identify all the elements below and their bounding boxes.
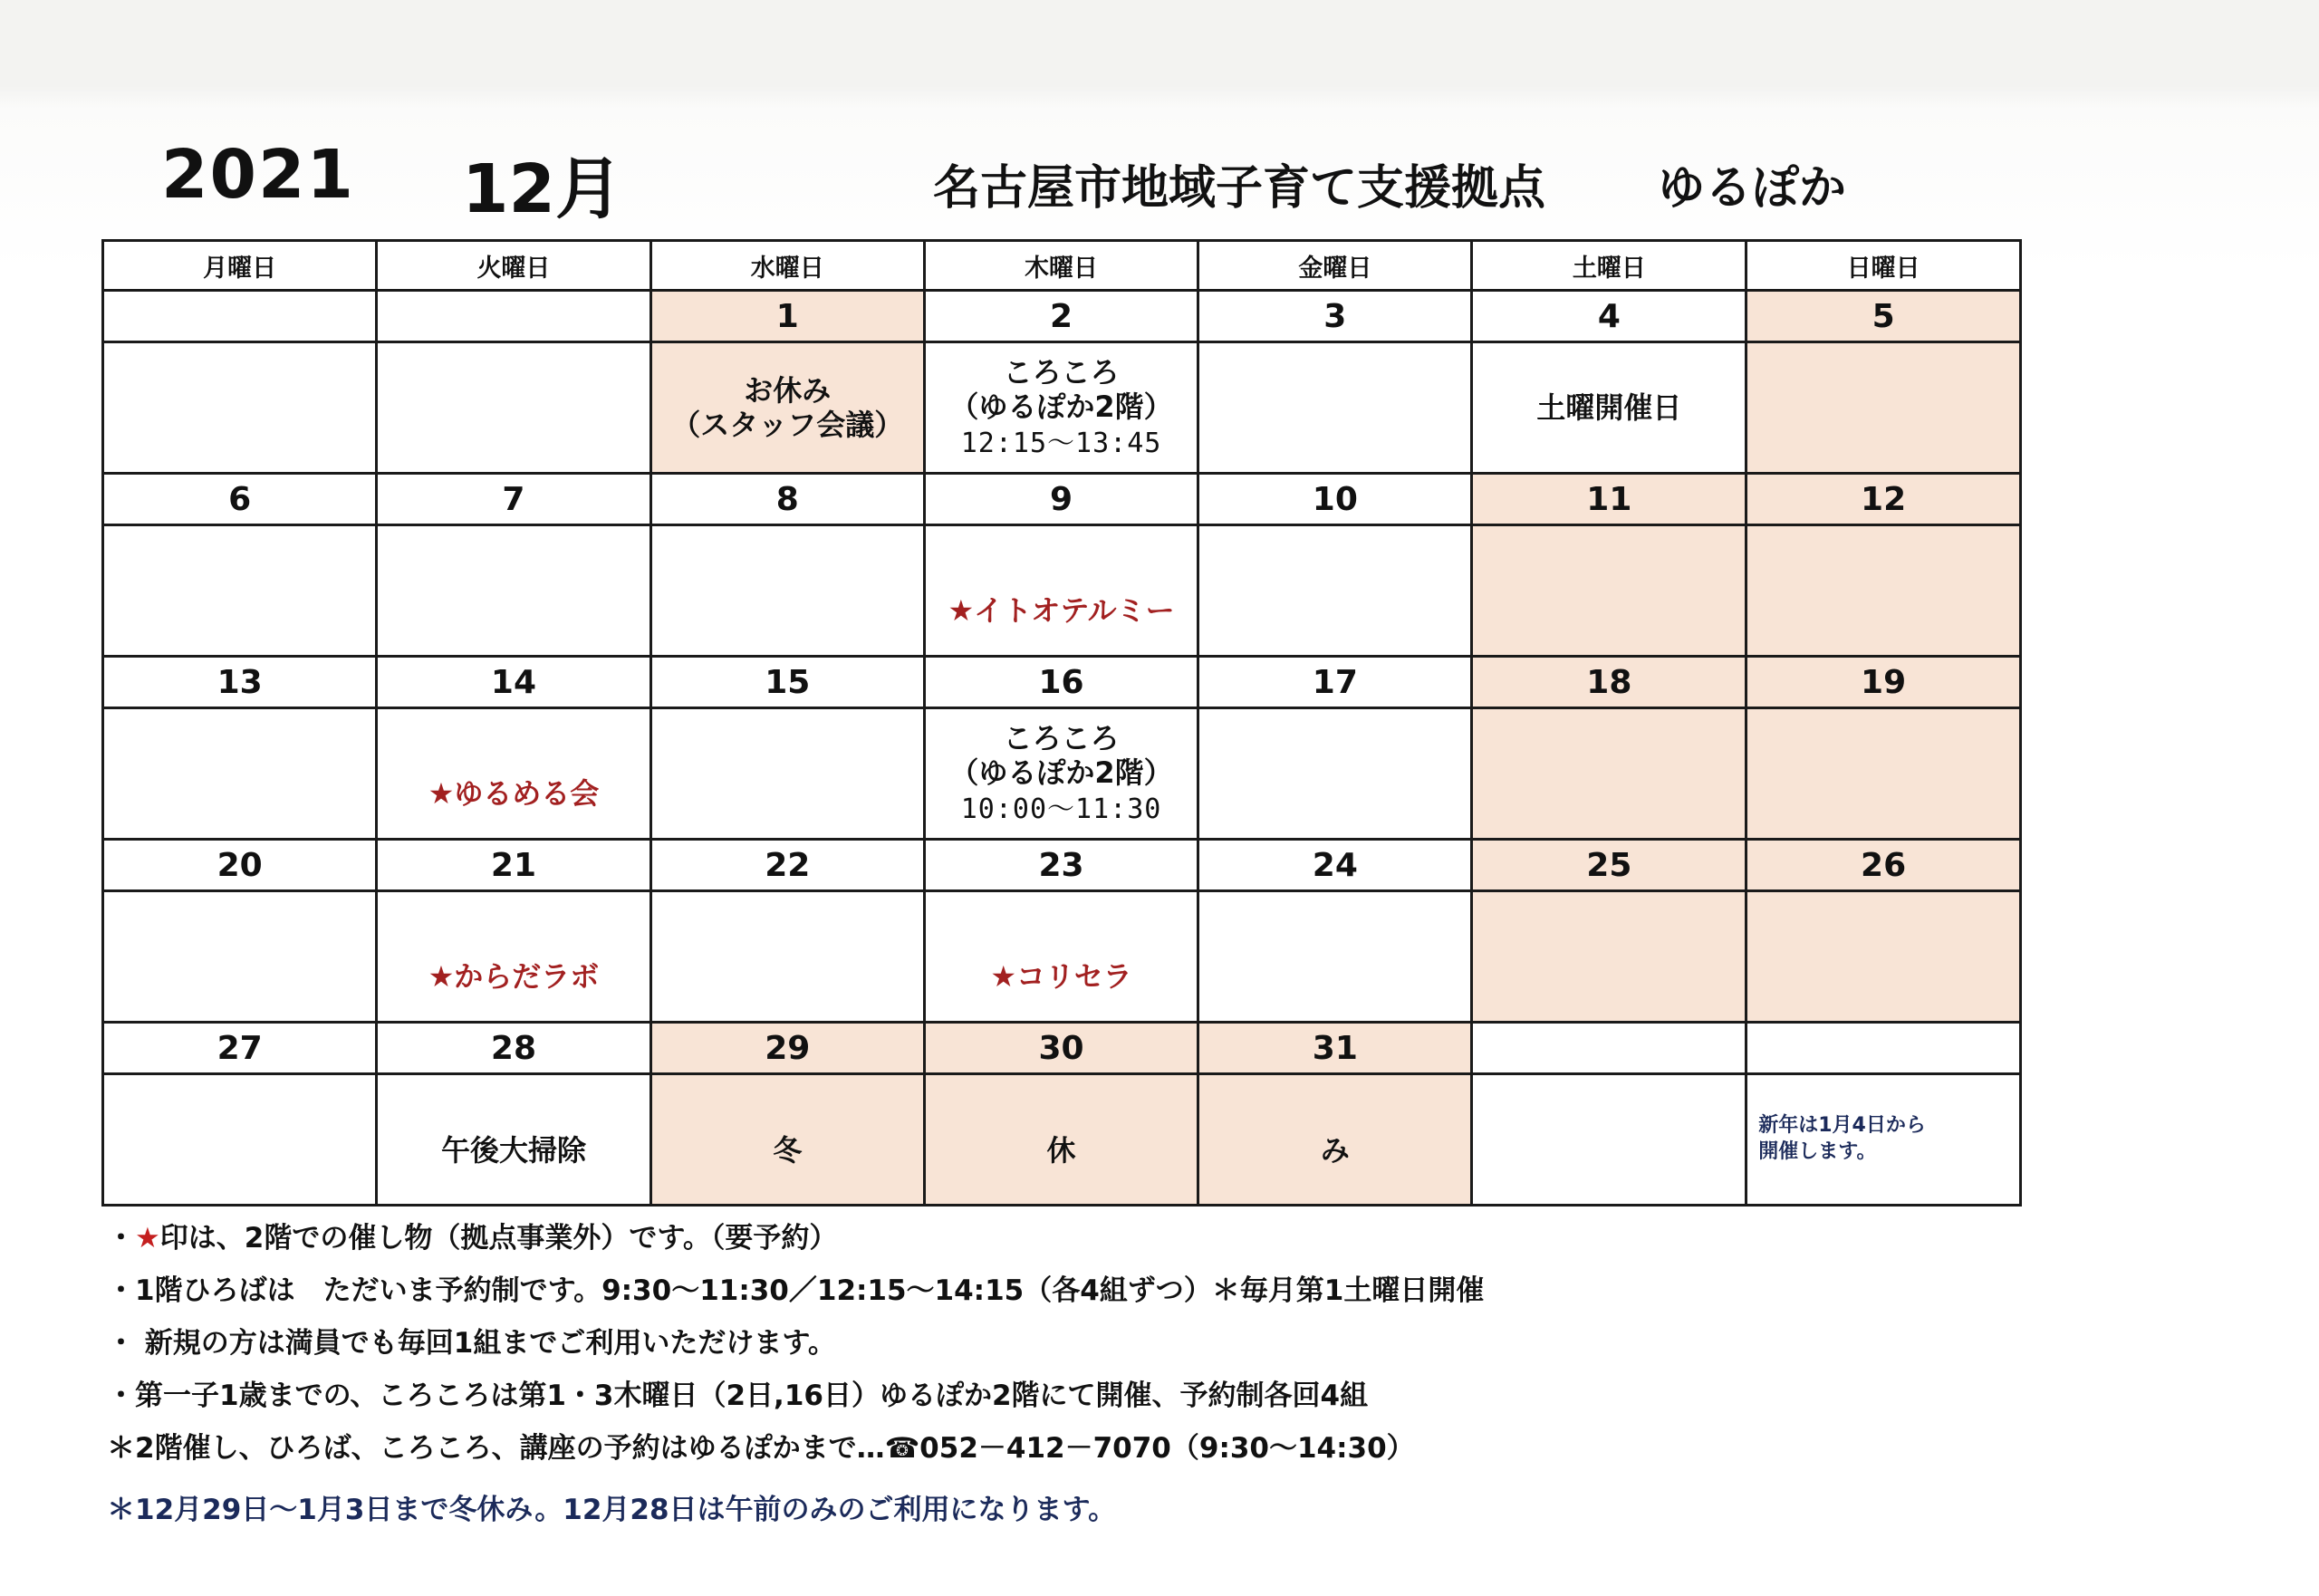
week4-events-row xyxy=(103,891,2021,1023)
event-cell xyxy=(650,342,924,474)
note-text: 印は、2階での催し物（拠点事業外）です。（要予約） xyxy=(159,1222,838,1255)
event-cell xyxy=(377,525,650,657)
event-cell xyxy=(650,708,924,840)
winter-break-char-1: 冬 xyxy=(773,1132,803,1168)
event-cell xyxy=(103,342,377,474)
date-cell: 23 xyxy=(924,840,1198,891)
note-korokoro: ・第一子1歳までの、ころころは第1・3木曜日（2日,16日）ゆるぽか2階にて開催、予約制各回4組 xyxy=(107,1380,1369,1412)
date-cell: 6 xyxy=(103,474,377,525)
event-karadalabo: ★からだラボ xyxy=(428,958,600,994)
event-cell xyxy=(377,708,650,840)
date-cell: 10 xyxy=(1198,474,1472,525)
event-cell xyxy=(1746,525,2021,657)
weekday-header-row xyxy=(103,241,2021,291)
event-itoothermy: ★イトオテルミー xyxy=(948,592,1175,628)
event-cell xyxy=(924,1074,1198,1206)
week2-dates-row xyxy=(103,474,2021,525)
event-cell xyxy=(1198,708,1472,840)
korokoro-time: 10:00～11:30 xyxy=(960,793,1162,826)
note-reservation-phone: ＊2階催し、ひろば、ころころ、講座の予約はゆるぽかまで…☎052－412－7070（9:30～14:30） xyxy=(107,1432,1415,1465)
event-cell xyxy=(377,342,650,474)
date-cell: 28 xyxy=(377,1023,650,1074)
date-cell: 30 xyxy=(924,1023,1198,1074)
winter-break-char-3: み xyxy=(1320,1132,1350,1168)
date-cell: 11 xyxy=(1472,474,1746,525)
korokoro-location: （ゆるぽか2階） xyxy=(949,389,1173,424)
event-cell xyxy=(1198,342,1472,474)
week5-dates-row xyxy=(103,1023,2021,1074)
afternoon-cleaning-label: 午後大掃除 xyxy=(440,1132,586,1168)
date-cell: 22 xyxy=(650,840,924,891)
event-cell xyxy=(1472,891,1746,1023)
event-cell xyxy=(1472,1074,1746,1206)
date-cell: 15 xyxy=(650,657,924,708)
note-winter-holiday: ＊12月29日～1月3日まで冬休み。12月28日は午前のみのご利用になります。 xyxy=(107,1494,1117,1526)
week1-dates-row xyxy=(103,291,2021,342)
date-cell: 27 xyxy=(103,1023,377,1074)
event-cell xyxy=(924,525,1198,657)
closed-label: お休み xyxy=(744,372,832,408)
date-cell: 26 xyxy=(1746,840,2021,891)
event-cell xyxy=(924,891,1198,1023)
event-cell xyxy=(1746,1074,2021,1206)
week5-events-row xyxy=(103,1074,2021,1206)
event-cell xyxy=(1746,891,2021,1023)
date-cell: 16 xyxy=(924,657,1198,708)
event-cell xyxy=(1472,525,1746,657)
event-yurumerukai: ★ゆるめる会 xyxy=(428,775,600,811)
staff-meeting-label: （スタッフ会議） xyxy=(671,408,904,442)
event-cell xyxy=(650,1074,924,1206)
date-cell: 1 xyxy=(650,291,924,342)
date-cell: 2 xyxy=(924,291,1198,342)
event-cell xyxy=(1472,708,1746,840)
calendar-grid xyxy=(101,239,2022,1207)
event-cell xyxy=(1746,342,2021,474)
date-cell: 3 xyxy=(1198,291,1472,342)
winter-break-char-2: 休 xyxy=(1046,1132,1076,1168)
event-cell xyxy=(650,891,924,1023)
date-cell: 25 xyxy=(1472,840,1746,891)
event-cell xyxy=(650,525,924,657)
week3-events-row xyxy=(103,708,2021,840)
date-cell: 5 xyxy=(1746,291,2021,342)
event-cell xyxy=(1472,342,1746,474)
note-plaza-hours: ・1階ひろばは ただいま予約制です。9:30～11:30／12:15～14:15（各4組ずつ）＊毎月第1土曜日開催 xyxy=(107,1274,1485,1307)
event-cell xyxy=(103,891,377,1023)
date-cell: 14 xyxy=(377,657,650,708)
date-cell: 18 xyxy=(1472,657,1746,708)
date-cell: 19 xyxy=(1746,657,2021,708)
date-cell: 4 xyxy=(1472,291,1746,342)
weekday-fri: 金曜日 xyxy=(1198,241,1472,291)
note-bullet: ・ xyxy=(107,1222,135,1255)
event-cell xyxy=(1198,891,1472,1023)
new-year-note-line1: 新年は1月4日から xyxy=(1758,1114,1926,1138)
weekday-tue: 火曜日 xyxy=(377,241,650,291)
date-cell: 21 xyxy=(377,840,650,891)
date-cell: 24 xyxy=(1198,840,1472,891)
event-cell xyxy=(377,891,650,1023)
event-cell xyxy=(103,525,377,657)
korokoro-time: 12:15～13:45 xyxy=(960,428,1162,460)
date-cell: 12 xyxy=(1746,474,2021,525)
week2-events-row xyxy=(103,525,2021,657)
star-icon: ★ xyxy=(135,1222,160,1255)
week4-dates-row xyxy=(103,840,2021,891)
event-cell xyxy=(924,342,1198,474)
event-cell xyxy=(1746,708,2021,840)
weekday-sun: 日曜日 xyxy=(1746,241,2021,291)
organization-title: 名古屋市地域子育て支援拠点 xyxy=(933,161,1546,216)
date-cell: 17 xyxy=(1198,657,1472,708)
date-cell: 13 xyxy=(103,657,377,708)
facility-name: ゆるぽか xyxy=(1658,161,1847,216)
event-cell xyxy=(1198,525,1472,657)
date-cell xyxy=(377,291,650,342)
notes-section xyxy=(107,1212,2100,1536)
event-cell xyxy=(103,708,377,840)
note-new-visitors: ・ 新規の方は満員でも毎回1組までご利用いただけます。 xyxy=(107,1327,836,1360)
event-cell xyxy=(1198,1074,1472,1206)
week3-dates-row xyxy=(103,657,2021,708)
weekday-sat: 土曜日 xyxy=(1472,241,1746,291)
new-year-note-line2: 開催します。 xyxy=(1758,1140,1877,1163)
event-cell xyxy=(103,1074,377,1206)
calendar-month: 12月 xyxy=(462,150,622,228)
date-cell xyxy=(1746,1023,2021,1074)
korokoro-label: ころころ xyxy=(1003,720,1120,755)
weekday-mon: 月曜日 xyxy=(103,241,377,291)
calendar-year: 2021 xyxy=(161,136,355,214)
date-cell xyxy=(1472,1023,1746,1074)
event-cell xyxy=(924,708,1198,840)
saturday-open-label: 土曜開催日 xyxy=(1536,389,1682,425)
korokoro-location: （ゆるぽか2階） xyxy=(949,755,1173,790)
date-cell: 8 xyxy=(650,474,924,525)
date-cell: 9 xyxy=(924,474,1198,525)
date-cell: 20 xyxy=(103,840,377,891)
korokoro-label: ころころ xyxy=(1003,354,1120,389)
weekday-thu: 木曜日 xyxy=(924,241,1198,291)
note-star-meaning xyxy=(107,1212,2100,1264)
event-koriseraa: ★コリセラ xyxy=(990,958,1132,994)
date-cell: 31 xyxy=(1198,1023,1472,1074)
weekday-wed: 水曜日 xyxy=(650,241,924,291)
date-cell: 7 xyxy=(377,474,650,525)
week1-events-row xyxy=(103,342,2021,474)
date-cell xyxy=(103,291,377,342)
date-cell: 29 xyxy=(650,1023,924,1074)
event-cell xyxy=(377,1074,650,1206)
